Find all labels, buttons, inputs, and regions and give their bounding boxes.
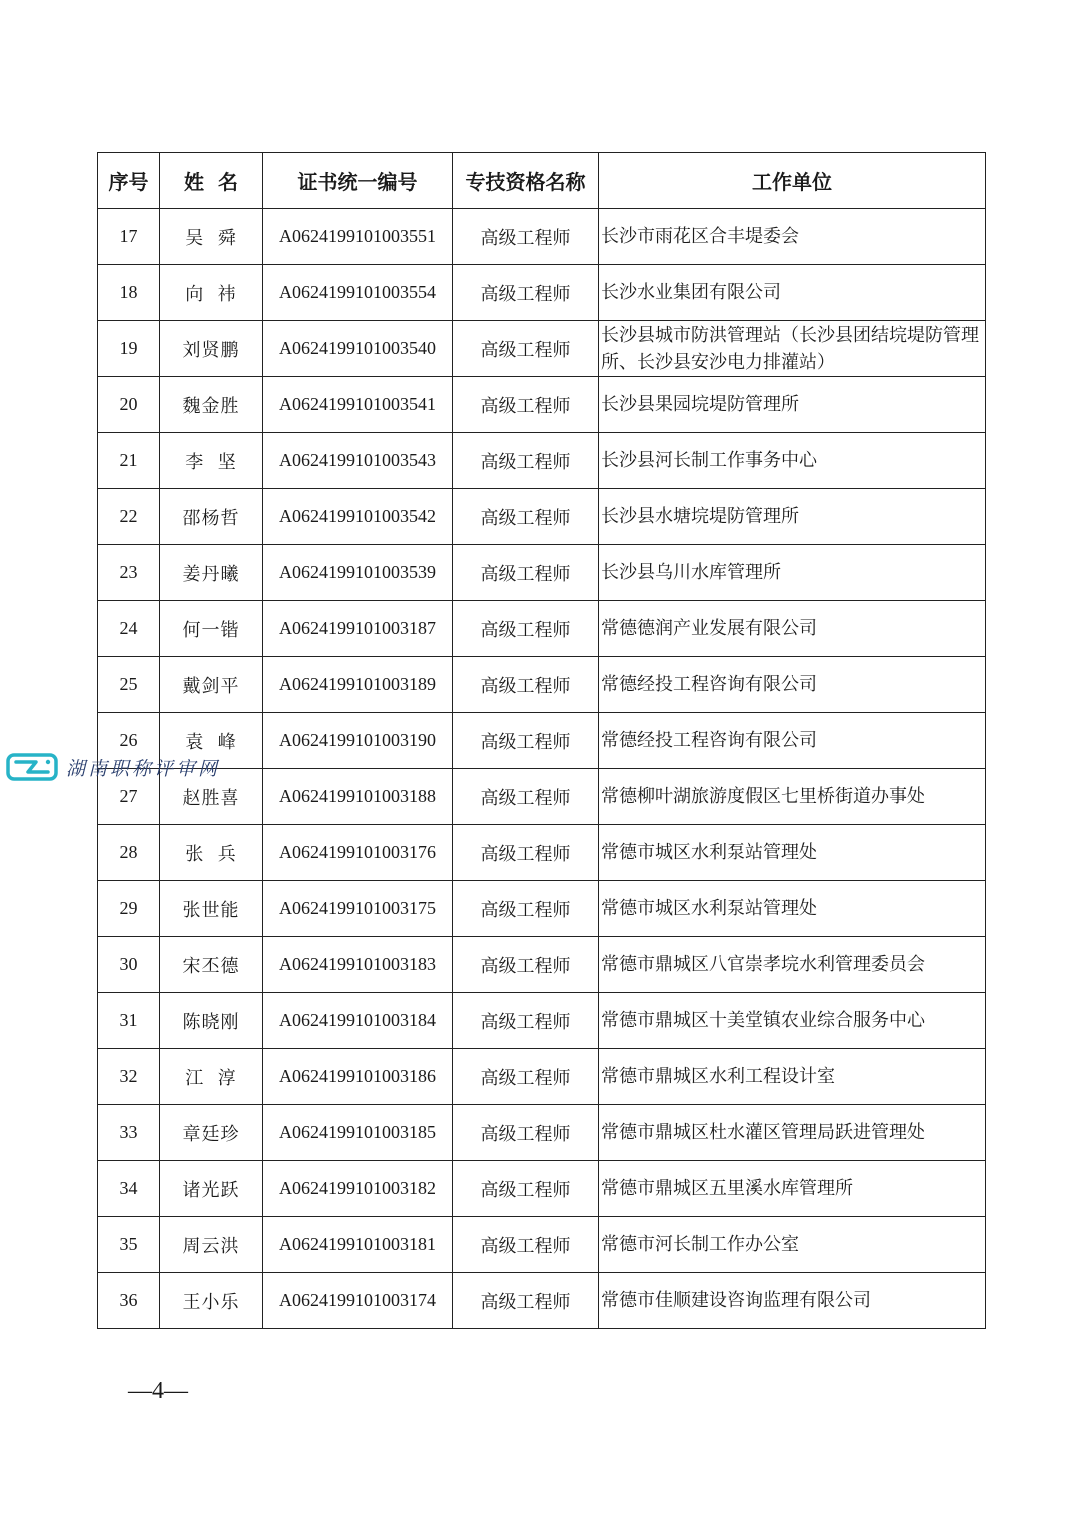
cell-work-unit: 常德经投工程咨询有限公司 [599,713,986,769]
cell-qualification: 高级工程师 [453,1161,599,1217]
cell-name: 何一锴 [160,601,263,657]
cell-cert-number: A0624199101003182 [263,1161,453,1217]
cell-name: 章廷珍 [160,1105,263,1161]
cell-qualification: 高级工程师 [453,321,599,377]
table-row [98,209,986,265]
cell-name: 王小乐 [160,1273,263,1329]
cell-cert-number: A0624199101003184 [263,993,453,1049]
cell-name: 向 祎 [160,265,263,321]
cell-qualification: 高级工程师 [453,881,599,937]
cell-qualification: 高级工程师 [453,377,599,433]
qualification-table [97,152,986,1329]
cell-qualification: 高级工程师 [453,993,599,1049]
table-row [98,1273,986,1329]
cell-cert-number: A0624199101003175 [263,881,453,937]
table-header-row [98,153,986,209]
hunan-zhicheng-logo-icon [6,753,58,781]
cell-no: 23 [98,545,160,601]
cell-no: 32 [98,1049,160,1105]
cell-qualification: 高级工程师 [453,1049,599,1105]
cell-work-unit: 长沙县果园垸堤防管理所 [599,377,986,433]
cell-no: 26 [98,713,160,769]
cell-no: 25 [98,657,160,713]
cell-work-unit: 常德市鼎城区十美堂镇农业综合服务中心 [599,993,986,1049]
cell-cert-number: A0624199101003189 [263,657,453,713]
header-cert: 证书统一编号 [263,153,453,209]
cell-qualification: 高级工程师 [453,937,599,993]
cell-work-unit: 长沙水业集团有限公司 [599,265,986,321]
header-unit: 工作单位 [599,153,986,209]
cell-no: 28 [98,825,160,881]
cell-name: 陈晓刚 [160,993,263,1049]
cell-work-unit: 常德市鼎城区水利工程设计室 [599,1049,986,1105]
cell-no: 19 [98,321,160,377]
table-row [98,993,986,1049]
cell-work-unit: 常德市城区水利泵站管理处 [599,881,986,937]
cell-name: 诸光跃 [160,1161,263,1217]
cell-work-unit: 长沙市雨花区合丰堤委会 [599,209,986,265]
table-row [98,321,986,377]
watermark-text: 湖南职称评审网 [66,757,221,780]
cell-work-unit: 常德市佳顺建设咨询监理有限公司 [599,1273,986,1329]
cell-cert-number: A0624199101003542 [263,489,453,545]
cell-no: 35 [98,1217,160,1273]
cell-qualification: 高级工程师 [453,209,599,265]
cell-name: 周云洪 [160,1217,263,1273]
cell-no: 36 [98,1273,160,1329]
cell-work-unit: 常德市鼎城区杜水灌区管理局跃进管理处 [599,1105,986,1161]
cell-no: 20 [98,377,160,433]
table-row [98,1161,986,1217]
cell-name: 戴剑平 [160,657,263,713]
table-row [98,377,986,433]
cell-work-unit: 长沙县城市防洪管理站（长沙县团结垸堤防管理所、长沙县安沙电力排灌站） [599,321,986,377]
table-row [98,1217,986,1273]
cell-cert-number: A0624199101003185 [263,1105,453,1161]
cell-work-unit: 常德市鼎城区五里溪水库管理所 [599,1161,986,1217]
cell-name: 张 兵 [160,825,263,881]
cell-name: 宋丕德 [160,937,263,993]
cell-no: 31 [98,993,160,1049]
cell-work-unit: 常德经投工程咨询有限公司 [599,657,986,713]
cell-name: 刘贤鹏 [160,321,263,377]
cell-name: 张世能 [160,881,263,937]
table-row [98,433,986,489]
cell-cert-number: A0624199101003541 [263,377,453,433]
cell-name: 袁 峰 [160,713,263,769]
cell-work-unit: 长沙县河长制工作事务中心 [599,433,986,489]
table-row [98,769,986,825]
cell-cert-number: A0624199101003540 [263,321,453,377]
cell-work-unit: 长沙县水塘垸堤防管理所 [599,489,986,545]
cell-cert-number: A0624199101003554 [263,265,453,321]
watermark [6,752,220,782]
table-row [98,881,986,937]
cell-work-unit: 长沙县乌川水库管理所 [599,545,986,601]
cell-cert-number: A0624199101003181 [263,1217,453,1273]
cell-no: 17 [98,209,160,265]
table-row [98,1105,986,1161]
cell-qualification: 高级工程师 [453,433,599,489]
table-row [98,937,986,993]
cell-work-unit: 常德德润产业发展有限公司 [599,601,986,657]
cell-cert-number: A0624199101003186 [263,1049,453,1105]
cell-name: 魏金胜 [160,377,263,433]
table-row [98,265,986,321]
cell-name: 邵杨哲 [160,489,263,545]
cell-cert-number: A0624199101003543 [263,433,453,489]
cell-qualification: 高级工程师 [453,769,599,825]
cell-no: 21 [98,433,160,489]
cell-name: 吴 舜 [160,209,263,265]
table-row [98,601,986,657]
cell-cert-number: A0624199101003188 [263,769,453,825]
page-number: —4— [128,1378,188,1404]
cell-work-unit: 常德市鼎城区八官崇孝垸水利管理委员会 [599,937,986,993]
cell-no: 27 [98,769,160,825]
cell-qualification: 高级工程师 [453,489,599,545]
cell-work-unit: 常德市城区水利泵站管理处 [599,825,986,881]
cell-work-unit: 常德市河长制工作办公室 [599,1217,986,1273]
cell-cert-number: A0624199101003551 [263,209,453,265]
table-row [98,657,986,713]
table-row [98,1049,986,1105]
cell-qualification: 高级工程师 [453,1105,599,1161]
table-row [98,489,986,545]
cell-qualification: 高级工程师 [453,545,599,601]
cell-qualification: 高级工程师 [453,1273,599,1329]
cell-cert-number: A0624199101003190 [263,713,453,769]
cell-name: 赵胜喜 [160,769,263,825]
header-no: 序号 [98,153,160,209]
cell-no: 34 [98,1161,160,1217]
cell-no: 33 [98,1105,160,1161]
cell-qualification: 高级工程师 [453,825,599,881]
cell-qualification: 高级工程师 [453,265,599,321]
cell-no: 24 [98,601,160,657]
cell-qualification: 高级工程师 [453,657,599,713]
cell-cert-number: A0624199101003174 [263,1273,453,1329]
cell-no: 22 [98,489,160,545]
cell-cert-number: A0624199101003176 [263,825,453,881]
cell-no: 30 [98,937,160,993]
cell-cert-number: A0624199101003183 [263,937,453,993]
cell-qualification: 高级工程师 [453,1217,599,1273]
cell-name: 江 淳 [160,1049,263,1105]
cell-qualification: 高级工程师 [453,713,599,769]
cell-name: 姜丹曦 [160,545,263,601]
header-name: 姓 名 [160,153,263,209]
cell-cert-number: A0624199101003539 [263,545,453,601]
header-qual: 专技资格名称 [453,153,599,209]
cell-no: 18 [98,265,160,321]
cell-qualification: 高级工程师 [453,601,599,657]
table-row [98,545,986,601]
table-row [98,825,986,881]
cell-work-unit: 常德柳叶湖旅游度假区七里桥街道办事处 [599,769,986,825]
table-row [98,713,986,769]
cell-name: 李 坚 [160,433,263,489]
cell-no: 29 [98,881,160,937]
cell-cert-number: A0624199101003187 [263,601,453,657]
